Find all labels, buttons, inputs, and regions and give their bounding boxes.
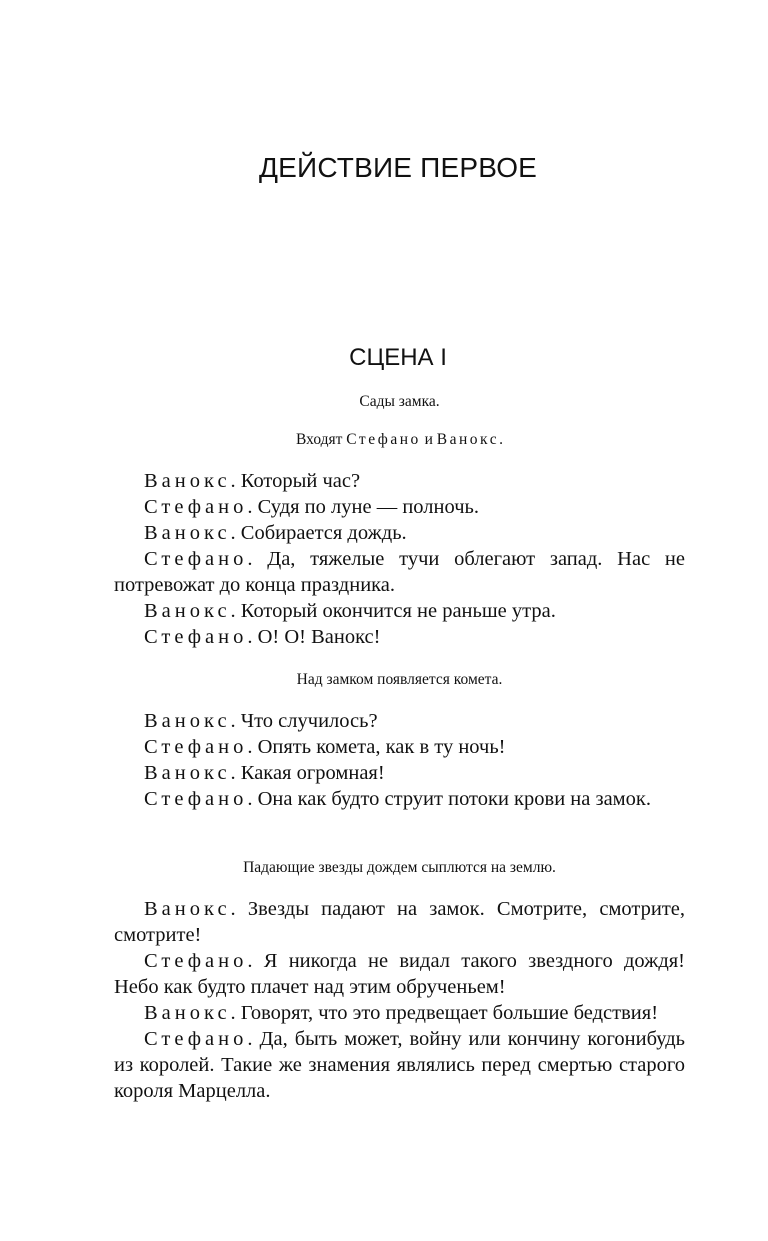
line-text: Опять комета, как в ту ночь! [257,736,506,758]
dialogue-line: Ванокс. Который окончится не раньше утра. [144,600,556,622]
line-text: Собирается дождь. [240,522,407,544]
line-text: Она как будто струит потоки крови на замок. [257,788,651,810]
line-text: Я никогда не видал такого звездного дождя! Небо как будто плачет над этим обрученьем! [114,950,685,998]
dialogue-line: Ванокс. Звезды падают на замок. Смотрите, смотрите, смотрите! [114,898,686,946]
act-title: ДЕЙСТВИЕ ПЕРВОЕ [258,152,538,183]
speaker-name: Стефано [144,950,248,972]
enter-prefix: Входят [296,431,343,448]
dialogue-line: Ванокс. Говорят, что это предвещает большие бедствия! [144,1002,659,1024]
enter-name-vanoks: Ванокс [436,431,500,448]
line-text: О! О! Ванокс! [257,626,381,648]
dialogue-line: Ванокс. Который час? [144,470,361,492]
dialogue-line: Стефано. Я никогда не видал такого звездного дождя! Небо как будто плачет над этим обрученьем! [114,950,685,998]
dialogue-block-3 [114,896,685,1104]
speaker-name: Стефано [144,548,248,570]
dialogue-line: Стефано. Да, тяжелые тучи облегают запад. Нас не потревожат до конца праздника. [114,548,686,596]
line-text: Какая огромная! [240,762,385,784]
speaker-name: Стефано [144,1028,248,1050]
line-text: Который час? [240,470,361,492]
stage-direction-stars: Падающие звезды дождем сыплются на землю. [243,859,556,876]
speaker-name: Ванокс [144,522,231,544]
scene-title: СЦЕНА I [349,344,447,371]
stage-direction-comet: Над замком появляется комета. [296,671,503,688]
line-text: Да, быть может, войну или кончину когонибудь из королей. Такие же знамения являлись перед смертью старого короля Марцелла. [114,1028,686,1102]
dialogue-line: Стефано. Она как будто струит потоки крови на замок. [144,788,651,810]
enter-name-stefano: Стефано [346,431,421,448]
line-text: Звезды падают на замок. Смотрите, смотрите, смотрите! [114,898,686,946]
dialogue-line: Ванокс. Собирается дождь. [144,522,407,544]
dialogue-block-2 [114,708,685,812]
speaker-name: Ванокс [144,600,231,622]
speaker-name: Ванокс [144,470,231,492]
dialogue-line: Стефано. Опять комета, как в ту ночь! [144,736,506,758]
speaker-name: Стефано [144,626,248,648]
line-text: Судя по луне — полночь. [257,496,479,518]
speaker-name: Стефано [144,788,248,810]
line-text: Говорят, что это предвещает большие бедствия! [240,1002,659,1024]
speaker-name: Ванокс [144,710,231,732]
line-text: Который окончится не раньше утра. [240,600,556,622]
speaker-name: Ванокс [144,762,231,784]
enter-and: и [424,431,433,448]
dialogue-line: Стефано. О! О! Ванокс! [144,626,381,648]
dialogue-line: Ванокс. Какая огромная! [144,762,385,784]
dialogue-block-1 [114,468,685,650]
dialogue-line: Ванокс. Что случилось? [144,710,378,732]
stage-direction-enter [114,430,685,450]
dialogue-line: Стефано. Да, быть может, войну или кончину когонибудь из королей. Такие же знамения являлись перед смертью старого короля Марцелла. [114,1028,686,1102]
stage-direction-setting: Сады замка. [359,393,440,410]
line-text: Да, тяжелые тучи облегают запад. Нас не потревожат до конца праздника. [114,548,686,596]
speaker-name: Стефано [144,736,248,758]
line-text: Что случилось? [240,710,378,732]
enter-period: . [499,431,503,448]
speaker-name: Стефано [144,496,248,518]
dialogue-line: Стефано. Судя по луне — полночь. [144,496,479,518]
speaker-name: Ванокс [144,898,231,920]
speaker-name: Ванокс [144,1002,231,1024]
